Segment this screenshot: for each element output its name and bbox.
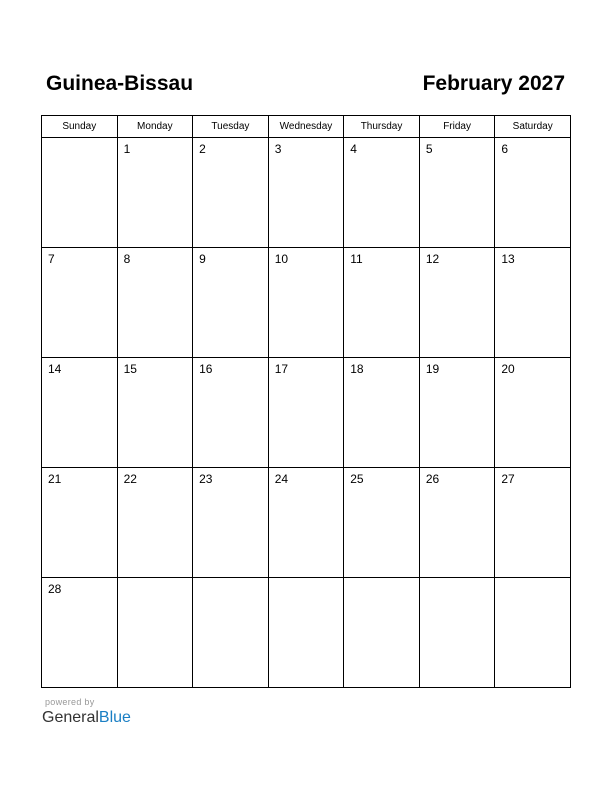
weekday-sunday: Sunday [42, 116, 118, 138]
day-number: 27 [501, 472, 515, 486]
weekday-thursday: Thursday [344, 116, 420, 138]
day-cell [419, 138, 495, 248]
weekday-monday: Monday [117, 116, 193, 138]
day-cell [344, 248, 420, 358]
day-number: 24 [274, 472, 289, 486]
day-cell [495, 578, 571, 688]
day-number: 6 [501, 142, 509, 156]
day-number: 15 [123, 362, 137, 376]
month-year-title: February 2027 [422, 72, 565, 95]
weekday-header-row [42, 116, 571, 138]
powered-by-text: powered by [45, 697, 95, 707]
day-cell [344, 578, 420, 688]
day-number [118, 578, 193, 582]
day-number [495, 578, 570, 582]
day-number: 18 [350, 362, 364, 376]
calendar-grid [41, 115, 571, 688]
day-cell [193, 468, 269, 578]
day-cell [495, 138, 571, 248]
weekday-saturday: Saturday [495, 116, 571, 138]
day-number [420, 578, 495, 582]
day-number: 9 [199, 252, 206, 266]
day-cell [42, 468, 118, 578]
day-number: 7 [48, 252, 55, 266]
day-cell [344, 358, 420, 468]
weekday-tuesday: Tuesday [193, 116, 269, 138]
week-row [42, 468, 571, 578]
brand-name-blue: Blue [98, 709, 131, 726]
day-cell [268, 578, 344, 688]
weekday-wednesday: Wednesday [268, 116, 344, 138]
day-number: 14 [48, 362, 62, 376]
day-cell [268, 248, 344, 358]
day-number: 25 [350, 472, 364, 486]
day-number: 21 [48, 472, 62, 486]
day-number: 1 [123, 142, 131, 156]
day-number: 26 [425, 472, 440, 486]
day-number: 5 [425, 142, 433, 156]
day-cell [193, 248, 269, 358]
week-row [42, 578, 571, 688]
day-number [344, 578, 419, 582]
day-number: 12 [425, 252, 440, 266]
day-number: 3 [274, 142, 282, 156]
weekday-friday: Friday [419, 116, 495, 138]
day-cell [42, 358, 118, 468]
day-number: 2 [199, 142, 206, 156]
day-cell [344, 468, 420, 578]
day-cell [419, 468, 495, 578]
day-number [269, 578, 344, 582]
day-cell [344, 138, 420, 248]
day-cell [193, 138, 269, 248]
day-number: 28 [48, 582, 62, 596]
day-cell [193, 578, 269, 688]
day-cell [419, 578, 495, 688]
day-number: 16 [199, 362, 213, 376]
brand-name-general: General [42, 709, 99, 726]
week-row [42, 358, 571, 468]
day-cell [117, 138, 193, 248]
day-number [193, 578, 268, 582]
day-cell [117, 248, 193, 358]
day-number: 11 [350, 252, 363, 266]
country-title: Guinea-Bissau [46, 72, 194, 95]
day-cell [42, 138, 118, 248]
day-cell [42, 578, 118, 688]
day-number: 8 [123, 252, 131, 266]
day-cell [495, 468, 571, 578]
day-cell [117, 578, 193, 688]
day-number: 23 [199, 472, 213, 486]
day-cell [495, 358, 571, 468]
day-number [42, 138, 117, 142]
day-number: 13 [501, 252, 515, 266]
week-row [42, 138, 571, 248]
day-number: 22 [123, 472, 137, 486]
day-cell [117, 358, 193, 468]
day-cell [268, 468, 344, 578]
day-cell [268, 138, 344, 248]
day-cell [193, 358, 269, 468]
day-number: 4 [350, 142, 357, 156]
day-cell [42, 248, 118, 358]
day-number: 20 [501, 362, 515, 376]
day-number: 19 [425, 362, 440, 376]
brand-logo[interactable] [42, 708, 131, 728]
week-row [42, 248, 571, 358]
day-cell [268, 358, 344, 468]
day-number: 10 [274, 252, 289, 266]
day-cell [419, 248, 495, 358]
day-cell [419, 358, 495, 468]
day-cell [117, 468, 193, 578]
day-number: 17 [274, 362, 289, 376]
day-cell [495, 248, 571, 358]
